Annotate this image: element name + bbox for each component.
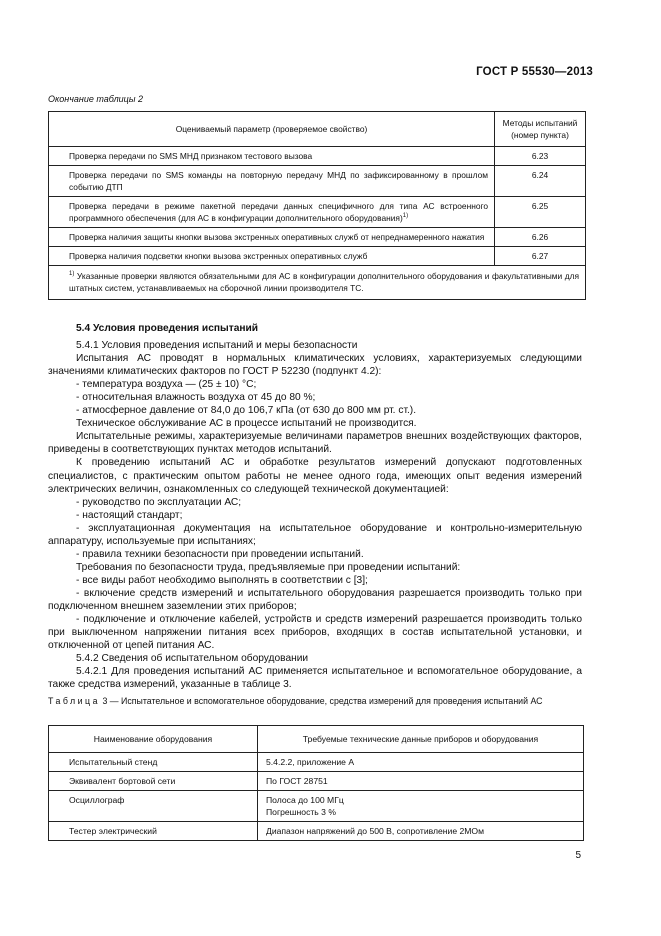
- table2-method: 6.25: [495, 197, 586, 228]
- equipment-requirements: Диапазон напряжений до 500 В, сопротивление 2МОм: [258, 822, 584, 841]
- table3-caption-label: Таблица: [48, 696, 100, 706]
- subsection-title: 5.4.1 Условия проведения испытаний и меры безопасности: [76, 340, 358, 352]
- table2-note-text: Указанные проверки являются обязательными для АС в конфигурации дополнительного оборудования и факультативными для штатных систем, устанавливаемых на сборочной линии производителя ТС.: [69, 271, 580, 293]
- table3: [48, 725, 584, 841]
- footnote-mark: 1): [69, 271, 75, 277]
- list-item: - подключение и отключение кабелей, устройств и средств измерений разрешается производить только при выключенном напряжении питания всех приборов, входящих в состав испытательной установки, и отключенной от цепей питания АС.: [48, 614, 582, 652]
- table-row: [49, 197, 586, 228]
- equipment-name: Эквивалент бортовой сети: [49, 772, 258, 791]
- table2-header-param: Оцениваемый параметр (проверяемое свойство): [49, 112, 495, 147]
- table3-caption-text: 3 — Испытательное и вспомогательное оборудование, средства измерений для проведения испытаний АС: [102, 696, 543, 706]
- table2-param: Проверка передачи по SMS команды на повторную передачу МНД по зафиксированному в прошлом событию ДТП: [49, 166, 495, 197]
- table-row: [49, 166, 586, 197]
- table2-header-row: [49, 112, 586, 147]
- paragraph: Техническое обслуживание АС в процессе испытаний не производится.: [76, 418, 417, 430]
- equipment-name: Тестер электрический: [49, 822, 258, 841]
- table2-method: 6.24: [495, 166, 586, 197]
- table2-param-cell: [49, 197, 495, 228]
- paragraph: 5.4.2.1 Для проведения испытаний АС применяется испытательное и вспомогательное оборудование, а также средства измерений, указанные в таблице 3.: [48, 666, 582, 691]
- table2-note: [49, 266, 586, 300]
- table2-param: Проверка наличия подсветки кнопки вызова экстренных оперативных служб: [49, 247, 495, 266]
- table-row: [49, 228, 586, 247]
- page-number: 5: [575, 850, 581, 861]
- table2-caption: Окончание таблицы 2: [48, 94, 143, 104]
- section-body: [48, 322, 582, 691]
- table2-param: Проверка передачи в режиме пакетной передачи данных специфичного для типа АС встроенного программного обеспечения (для АС в конфигурации дополнительного оборудования): [69, 201, 488, 223]
- equipment-requirements: 5.4.2.2, приложение А: [258, 753, 584, 772]
- equipment-requirements: По ГОСТ 28751: [258, 772, 584, 791]
- table3-header-name: Наименование оборудования: [49, 726, 258, 753]
- table3-header-req: Требуемые технические данные приборов и оборудования: [258, 726, 584, 753]
- document-code: ГОСТ Р 55530—2013: [476, 66, 593, 78]
- list-item: - все виды работ необходимо выполнять в соответствии с [3];: [76, 574, 368, 586]
- equipment-requirements: [258, 791, 584, 822]
- table2-method: 6.23: [495, 147, 586, 166]
- table2-note-row: [49, 266, 586, 300]
- list-item: - относительная влажность воздуха от 45 до 80 %;: [76, 392, 316, 404]
- list-item: - эксплуатационная документация на испытательное оборудование и контрольно-измерительную аппаратуру, используемые при испытаниях;: [48, 522, 582, 547]
- footnote-mark: 1): [402, 213, 409, 219]
- paragraph: Испытательные режимы, характеризуемые величинами параметров внешних воздействующих факторов, приведены в соответствующих пунктах методов испытаний.: [48, 431, 582, 456]
- table2-header-method: Методы испытаний (номер пункта): [495, 112, 586, 147]
- table-row: [49, 772, 584, 791]
- list-item: - руководство по эксплуатации АС;: [76, 496, 242, 508]
- table2-param: Проверка передачи по SMS МНД признаком тестового вызова: [49, 147, 495, 166]
- table-row: [49, 822, 584, 841]
- paragraph: К проведению испытаний АС и обработке результатов измерений допускают подготовленных специалистов, с практическим опытом работы не менее одного года, имеющих опыт ведения измерений электрических величин, ознакомленных со следующей технической документацией:: [48, 457, 582, 495]
- list-item: - настоящий стандарт;: [76, 509, 183, 521]
- list-item: - атмосферное давление от 84,0 до 106,7 кПа (от 630 до 800 мм рт. ст.).: [76, 405, 417, 417]
- table3-caption: [48, 695, 584, 708]
- list-item: - температура воздуха — (25 ± 10) °С;: [76, 379, 257, 391]
- table-row: [49, 791, 584, 822]
- requirement-line: Полоса до 100 МГц: [266, 795, 344, 805]
- table2-method: 6.27: [495, 247, 586, 266]
- equipment-name: Испытательный стенд: [49, 753, 258, 772]
- paragraph: Испытания АС проводят в нормальных климатических условиях, характеризуемых следующими значениями климатических факторов по ГОСТ Р 52230 (подпункт 4.2):: [48, 353, 582, 378]
- subsection-title: 5.4.2 Сведения об испытательном оборудовании: [76, 653, 309, 665]
- paragraph: Требования по безопасности труда, предъявляемые при проведении испытаний:: [76, 561, 461, 573]
- equipment-name: Осциллограф: [49, 791, 258, 822]
- table-row: [49, 147, 586, 166]
- table2: [48, 111, 586, 300]
- list-item: - включение средств измерений и испытательного оборудования разрешается производить только при подключенном внешнем заземлении этих приборов;: [48, 587, 582, 612]
- requirement-line: Погрешность 3 %: [266, 807, 336, 817]
- list-item: - правила техники безопасности при проведении испытаний.: [76, 548, 364, 560]
- table2-param: Проверка наличия защиты кнопки вызова экстренных оперативных служб от непреднамеренного нажатия: [49, 228, 495, 247]
- table3-header-row: [49, 726, 584, 753]
- section-heading: 5.4 Условия проведения испытаний: [76, 323, 259, 334]
- table2-method: 6.26: [495, 228, 586, 247]
- table-row: [49, 753, 584, 772]
- table-row: [49, 247, 586, 266]
